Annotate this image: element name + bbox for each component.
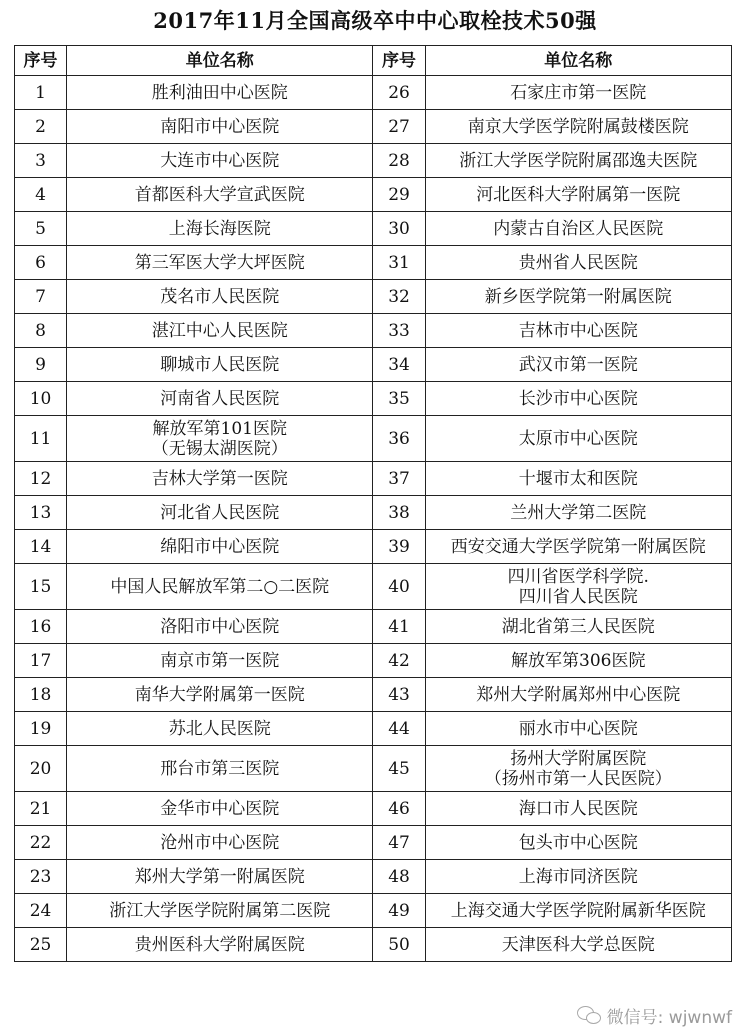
hospital-name-line: 上海长海医院 <box>168 218 271 239</box>
table-row <box>15 530 732 564</box>
hospital-name-cell <box>425 382 731 416</box>
hospital-name-line: 贵州省人民医院 <box>518 252 638 273</box>
hospital-name-line: 天津医科大学总医院 <box>501 934 655 955</box>
column-header-number: 序号 <box>15 46 67 76</box>
hospital-name-cell <box>425 76 731 110</box>
hospital-name-cell <box>425 246 731 280</box>
hospital-name-cell <box>67 644 373 678</box>
rank-number-cell: 38 <box>373 496 425 530</box>
hospital-name-cell <box>425 314 731 348</box>
hospital-name-cell <box>425 860 731 894</box>
rank-number-cell: 13 <box>15 496 67 530</box>
rank-number-cell: 26 <box>373 76 425 110</box>
hospital-name-line: 石家庄市第一医院 <box>510 82 647 103</box>
table-row <box>15 746 732 792</box>
hospital-name-line: 太原市中心医院 <box>518 428 638 449</box>
hospital-name-cell <box>425 928 731 962</box>
rank-number-cell: 45 <box>373 746 425 792</box>
rank-number-cell: 40 <box>373 564 425 610</box>
rank-number-cell: 46 <box>373 792 425 826</box>
hospital-name-cell <box>425 644 731 678</box>
table-row <box>15 178 732 212</box>
table-row <box>15 496 732 530</box>
hospital-name-line: 扬州大学附属医院 <box>510 748 647 769</box>
table-row <box>15 144 732 178</box>
rank-number-cell: 43 <box>373 678 425 712</box>
rank-number-cell: 14 <box>15 530 67 564</box>
page-title: 2017年11月全国高级卒中中心取栓技术50强 <box>153 8 597 33</box>
rank-number-cell: 34 <box>373 348 425 382</box>
rank-number-cell: 2 <box>15 110 67 144</box>
rank-number-cell: 44 <box>373 712 425 746</box>
hospital-name-cell <box>67 712 373 746</box>
hospital-name-cell <box>425 894 731 928</box>
hospital-name-line: 南华大学附属第一医院 <box>134 684 305 705</box>
column-header-number: 序号 <box>373 46 425 76</box>
hospital-name-line: 茂名市人民医院 <box>160 286 280 307</box>
hospital-name-line: 金华市中心医院 <box>160 798 280 819</box>
hospital-name-line: 沧州市中心医院 <box>160 832 280 853</box>
rank-number-cell: 31 <box>373 246 425 280</box>
rank-number-cell: 17 <box>15 644 67 678</box>
rank-number-cell: 18 <box>15 678 67 712</box>
table-row <box>15 212 732 246</box>
hospital-name-cell <box>67 76 373 110</box>
hospital-name-cell <box>425 564 731 610</box>
hospital-name-cell <box>67 860 373 894</box>
hospital-name-line: 海口市人民医院 <box>518 798 638 819</box>
hospital-name-line: 新乡医学院第一附属医院 <box>484 286 672 307</box>
rank-number-cell: 49 <box>373 894 425 928</box>
hospital-name-line: 第三军医大学大坪医院 <box>134 252 305 273</box>
rank-number-cell: 27 <box>373 110 425 144</box>
rank-number-cell: 1 <box>15 76 67 110</box>
table-row <box>15 462 732 496</box>
hospital-name-cell <box>425 712 731 746</box>
hospital-name-line: 兰州大学第二医院 <box>510 502 647 523</box>
hospital-name-cell <box>425 280 731 314</box>
hospital-name-line: （扬州市第一人民医院） <box>484 768 672 789</box>
hospital-name-cell <box>67 348 373 382</box>
hospital-name-line: 大连市中心医院 <box>160 150 280 171</box>
hospital-name-cell <box>425 826 731 860</box>
rank-number-cell: 5 <box>15 212 67 246</box>
rank-number-cell: 28 <box>373 144 425 178</box>
hospital-name-line: 武汉市第一医院 <box>518 354 638 375</box>
rank-number-cell: 25 <box>15 928 67 962</box>
rank-number-cell: 21 <box>15 792 67 826</box>
rank-number-cell: 22 <box>15 826 67 860</box>
hospital-name-line: 南京大学医学院附属鼓楼医院 <box>467 116 689 137</box>
hospital-name-cell <box>67 280 373 314</box>
hospital-name-line: 洛阳市中心医院 <box>160 616 280 637</box>
hospital-name-cell <box>67 610 373 644</box>
hospital-name-line: 解放军第101医院 <box>152 418 287 439</box>
hospital-name-line: 湖北省第三人民医院 <box>501 616 655 637</box>
table-row <box>15 928 732 962</box>
hospital-name-cell <box>425 530 731 564</box>
hospital-name-line: 湛江中心人民医院 <box>151 320 288 341</box>
hospital-name-cell <box>67 826 373 860</box>
hospital-name-cell <box>425 178 731 212</box>
hospital-name-line: 上海交通大学医学院附属新华医院 <box>450 900 706 921</box>
column-header-name: 单位名称 <box>67 46 373 76</box>
hospital-name-line: 浙江大学医学院附属邵逸夫医院 <box>459 150 698 171</box>
hospital-name-cell <box>67 530 373 564</box>
rank-number-cell: 30 <box>373 212 425 246</box>
table-row <box>15 712 732 746</box>
hospital-name-line: 中国人民解放军第二○二医院 <box>110 576 330 597</box>
rank-number-cell: 50 <box>373 928 425 962</box>
table-row <box>15 314 732 348</box>
hospital-name-cell <box>67 746 373 792</box>
rank-number-cell: 20 <box>15 746 67 792</box>
hospital-name-cell <box>67 928 373 962</box>
rank-number-cell: 37 <box>373 462 425 496</box>
hospital-name-line: 吉林市中心医院 <box>518 320 638 341</box>
column-header-name: 单位名称 <box>425 46 731 76</box>
hospital-name-line: 绵阳市中心医院 <box>160 536 280 557</box>
table-row <box>15 826 732 860</box>
rank-number-cell: 6 <box>15 246 67 280</box>
table-row <box>15 382 732 416</box>
table-row <box>15 416 732 462</box>
wechat-icon <box>577 1006 601 1026</box>
rank-number-cell: 48 <box>373 860 425 894</box>
hospital-name-line: 苏北人民医院 <box>168 718 271 739</box>
rank-number-cell: 39 <box>373 530 425 564</box>
table-row <box>15 792 732 826</box>
hospital-name-line: 西安交通大学医学院第一附属医院 <box>450 536 706 557</box>
hospital-name-line: （无锡太湖医院） <box>151 438 288 459</box>
hospital-name-line: 邢台市第三医院 <box>160 758 280 779</box>
rank-number-cell: 11 <box>15 416 67 462</box>
hospital-name-cell <box>67 144 373 178</box>
rank-number-cell: 10 <box>15 382 67 416</box>
rank-number-cell: 47 <box>373 826 425 860</box>
hospital-name-cell <box>425 416 731 462</box>
hospital-name-line: 上海市同济医院 <box>518 866 638 887</box>
hospital-name-cell <box>425 496 731 530</box>
rank-number-cell: 3 <box>15 144 67 178</box>
hospital-name-line: 包头市中心医院 <box>518 832 638 853</box>
rank-number-cell: 36 <box>373 416 425 462</box>
table-row <box>15 678 732 712</box>
rank-number-cell: 9 <box>15 348 67 382</box>
hospital-name-cell <box>425 144 731 178</box>
table-row <box>15 860 732 894</box>
hospital-ranking-table <box>14 45 732 962</box>
hospital-name-line: 浙江大学医学院附属第二医院 <box>109 900 331 921</box>
hospital-name-line: 河北省人民医院 <box>160 502 280 523</box>
hospital-name-cell <box>425 792 731 826</box>
hospital-name-cell <box>425 746 731 792</box>
rank-number-cell: 15 <box>15 564 67 610</box>
rank-number-cell: 24 <box>15 894 67 928</box>
rank-number-cell: 23 <box>15 860 67 894</box>
rank-number-cell: 16 <box>15 610 67 644</box>
table-row <box>15 564 732 610</box>
rank-number-cell: 7 <box>15 280 67 314</box>
hospital-name-cell <box>425 462 731 496</box>
hospital-name-cell <box>67 894 373 928</box>
table-header-row <box>15 46 732 76</box>
watermark-text: 微信号: wjwnwf <box>606 1008 732 1028</box>
hospital-name-line: 河北医科大学附属第一医院 <box>476 184 681 205</box>
hospital-name-line: 解放军第306医院 <box>511 650 646 671</box>
hospital-name-cell <box>67 110 373 144</box>
hospital-name-cell <box>425 110 731 144</box>
hospital-name-cell <box>67 212 373 246</box>
hospital-name-line: 河南省人民医院 <box>160 388 280 409</box>
rank-number-cell: 35 <box>373 382 425 416</box>
hospital-name-cell <box>425 678 731 712</box>
hospital-name-line: 长沙市中心医院 <box>518 388 638 409</box>
table-row <box>15 76 732 110</box>
hospital-name-line: 胜利油田中心医院 <box>151 82 288 103</box>
hospital-name-cell <box>67 564 373 610</box>
table-row <box>15 644 732 678</box>
table-row <box>15 894 732 928</box>
hospital-name-line: 四川省医学科学院. <box>507 566 649 587</box>
rank-number-cell: 4 <box>15 178 67 212</box>
hospital-name-cell <box>67 678 373 712</box>
hospital-name-cell <box>425 610 731 644</box>
rank-number-cell: 41 <box>373 610 425 644</box>
hospital-name-line: 四川省人民医院 <box>518 586 638 607</box>
hospital-name-line: 十堰市太和医院 <box>518 468 638 489</box>
hospital-name-line: 南阳市中心医院 <box>160 116 280 137</box>
rank-number-cell: 19 <box>15 712 67 746</box>
rank-number-cell: 33 <box>373 314 425 348</box>
hospital-name-cell <box>67 314 373 348</box>
table-body <box>15 76 732 962</box>
hospital-name-cell <box>67 462 373 496</box>
rank-number-cell: 29 <box>373 178 425 212</box>
hospital-name-line: 郑州大学附属郑州中心医院 <box>476 684 681 705</box>
hospital-name-line: 郑州大学第一附属医院 <box>134 866 305 887</box>
table-row <box>15 280 732 314</box>
hospital-name-line: 南京市第一医院 <box>160 650 280 671</box>
hospital-name-cell <box>425 348 731 382</box>
rank-number-cell: 12 <box>15 462 67 496</box>
table-row <box>15 610 732 644</box>
hospital-name-cell <box>67 416 373 462</box>
table-row <box>15 246 732 280</box>
hospital-name-cell <box>67 246 373 280</box>
hospital-name-cell <box>67 382 373 416</box>
wechat-watermark <box>577 1003 732 1028</box>
table-row <box>15 110 732 144</box>
hospital-name-line: 聊城市人民医院 <box>160 354 280 375</box>
hospital-name-line: 内蒙古自治区人民医院 <box>493 218 664 239</box>
hospital-name-line: 贵州医科大学附属医院 <box>134 934 305 955</box>
hospital-name-line: 吉林大学第一医院 <box>151 468 288 489</box>
hospital-name-cell <box>67 178 373 212</box>
hospital-name-cell <box>67 792 373 826</box>
rank-number-cell: 32 <box>373 280 425 314</box>
hospital-name-line: 首都医科大学宣武医院 <box>134 184 305 205</box>
hospital-name-cell <box>67 496 373 530</box>
rank-number-cell: 8 <box>15 314 67 348</box>
hospital-name-cell <box>425 212 731 246</box>
hospital-name-line: 丽水市中心医院 <box>518 718 638 739</box>
rank-number-cell: 42 <box>373 644 425 678</box>
table-row <box>15 348 732 382</box>
